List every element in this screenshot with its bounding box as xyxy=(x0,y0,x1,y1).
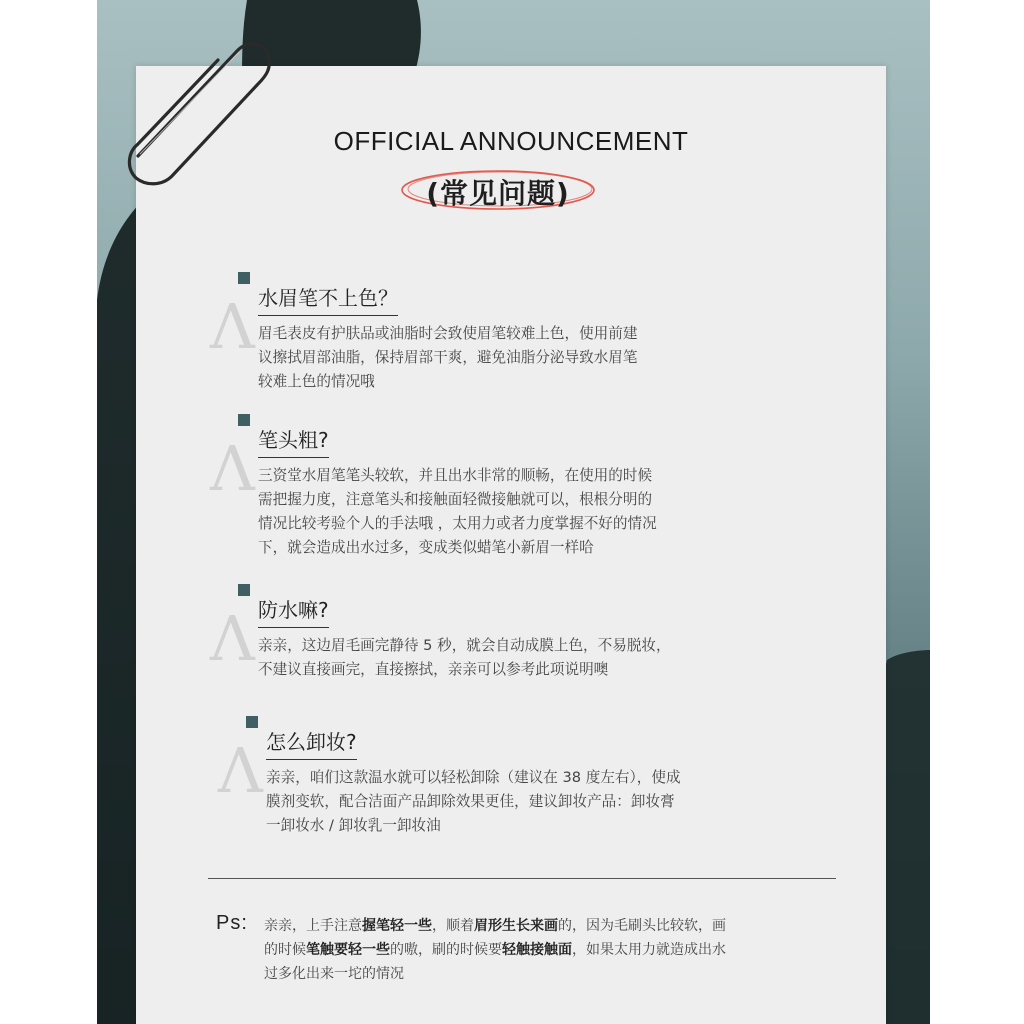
answer-line: 不建议直接画完，直接擦拭，亲亲可以参考此项说明噢 xyxy=(258,661,609,678)
answer-line: 议擦拭眉部油脂，保持眉部干爽，避免油脂分泌导致水眉笔 xyxy=(258,349,638,366)
ps-text: 的时候 xyxy=(264,942,306,958)
divider xyxy=(208,878,836,879)
letter-a-watermark-icon: Λ xyxy=(218,734,263,807)
ps-line xyxy=(264,914,824,938)
square-bullet-icon xyxy=(246,716,258,728)
announcement-card xyxy=(136,66,886,1024)
ps-emphasis: 笔触要轻一些 xyxy=(306,942,390,958)
answer-line: 亲亲，这边眉毛画完静待 5 秒，就会自动成膜上色，不易脱妆， xyxy=(258,637,671,654)
answer-line: 眉毛表皮有护肤品或油脂时会致使眉笔较难上色，使用前建 xyxy=(258,325,638,342)
answer-line: 较难上色的情况哦 xyxy=(258,373,375,390)
ps-emphasis: 眉形生长来画 xyxy=(474,918,558,934)
faq-answer xyxy=(266,766,766,838)
ps-text: ，顺着 xyxy=(432,918,474,934)
answer-line: 三资堂水眉笔笔头较软，并且出水非常的顺畅，在使用的时候 xyxy=(258,467,653,484)
ps-emphasis: 握笔轻一些 xyxy=(362,918,432,934)
square-bullet-icon xyxy=(238,584,250,596)
ps-text: 亲亲，上手注意 xyxy=(264,918,362,934)
ps-text: 的嗷，刷的时候要 xyxy=(390,942,502,958)
letter-a-watermark-icon: Λ xyxy=(210,602,255,675)
answer-line: 膜剂变软，配合洁面产品卸除效果更佳，建议卸妆产品：卸妆膏 xyxy=(266,793,675,810)
square-bullet-icon xyxy=(238,272,250,284)
faq-question: 防水嘛? xyxy=(258,594,329,628)
subtitle-badge xyxy=(398,166,598,214)
ps-text: 的，因为毛刷头比较软，画 xyxy=(558,918,726,934)
ps-line xyxy=(264,938,824,962)
ps-label: Ps: xyxy=(216,912,248,934)
ps-text: ，如果太用力就造成出水 xyxy=(572,942,726,958)
faq-question: 怎么卸妆? xyxy=(266,726,357,760)
letter-a-watermark-icon: Λ xyxy=(210,432,255,505)
letter-a-watermark-icon: Λ xyxy=(210,290,255,363)
faq-answer xyxy=(258,464,758,560)
paperclip-icon xyxy=(118,28,278,188)
answer-line: 一卸妆水 / 卸妆乳一卸妆油 xyxy=(266,817,441,834)
answer-line: 下，就会造成出水过多，变成类似蜡笔小新眉一样哈 xyxy=(258,539,594,556)
faq-question: 水眉笔不上色？ xyxy=(258,282,398,316)
ps-line: 过多化出来一坨的情况 xyxy=(264,966,404,982)
square-bullet-icon xyxy=(238,414,250,426)
faq-answer xyxy=(258,634,758,682)
page-title: OFFICIAL ANNOUNCEMENT xyxy=(333,126,689,156)
answer-line: 需把握力度，注意笔头和接触面轻微接触就可以，根根分明的 xyxy=(258,491,653,508)
ps-note xyxy=(264,914,824,986)
faq-answer xyxy=(258,322,758,394)
page-subtitle: (常见问题) xyxy=(426,177,570,210)
faq-question: 笔头粗? xyxy=(258,424,329,458)
answer-line: 情况比较考验个人的手法哦 ，太用力或者力度掌握不好的情况 xyxy=(258,515,657,532)
ps-emphasis: 轻触接触面 xyxy=(502,942,572,958)
answer-line: 亲亲，咱们这款温水就可以轻松卸除（建议在 38 度左右），使成 xyxy=(266,769,681,786)
